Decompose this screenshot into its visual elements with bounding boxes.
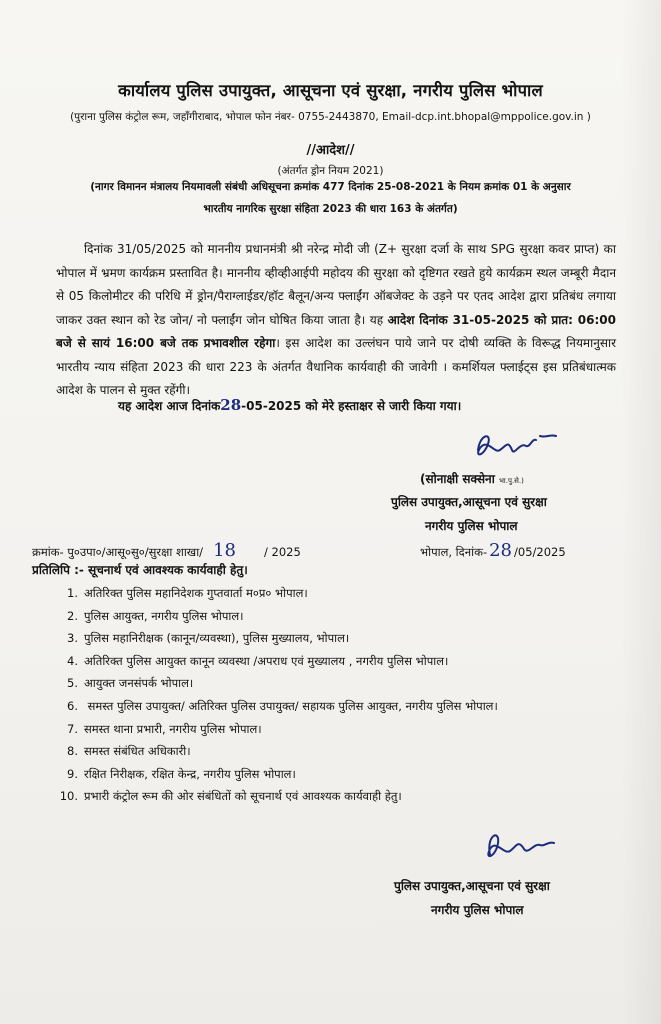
- office-title: कार्यालय पुलिस उपायुक्त, आसूचना एवं सुरक्षा, नगरीय पुलिस भोपाल: [118, 81, 543, 100]
- dispatch-number-value: 18: [213, 540, 236, 561]
- signatory-designation: पुलिस उपायुक्त,आसूचना एवं सुरक्षा: [391, 495, 547, 509]
- signatory-office: नगरीय पुलिस भोपाल: [425, 519, 518, 533]
- list-item: 5. आयुक्त जनसंपर्क भोपाल।: [67, 676, 194, 691]
- list-item: 8. समस्त संबंधित अधिकारी।: [67, 744, 191, 759]
- signatory-name: (सोनाक्षी सक्सेना: [420, 472, 495, 486]
- signatory2-office: नगरीय पुलिस भोपाल: [431, 903, 524, 917]
- order-heading: //आदेश//: [306, 143, 355, 158]
- list-item: 4. अतिरिक्त पुलिस आयुक्त कानून व्यवस्था /अपराध एवं मुख्यालय , नगरीय पुलिस भोपाल।: [67, 653, 449, 668]
- list-item: 9. रक्षित निरीक्षक, रक्षित केन्द्र, नगरीय पुलिस भोपाल।: [67, 766, 296, 781]
- page-edge-shadow: [621, 0, 661, 1024]
- dispatch-date-rest: /05/2025: [514, 545, 566, 559]
- order-reference-line1: (नागर विमानन मंत्रालय नियमावली संबंधी अधिसूचना क्रमांक 477 दिनांक 25-08-2021 के नियम क्रमांक 01 के अनुसार: [90, 181, 571, 193]
- issue-text-after: -05-2025 को मेरे हस्ताक्षर से जारी किया गया।: [241, 399, 462, 413]
- list-item: 6. समस्त पुलिस उपायुक्त/ अतिरिक्त पुलिस उपायुक्त/ सहायक पुलिस आयुक्त, नगरीय पुलिस भोपाल।: [67, 698, 498, 713]
- copy-list: [56, 582, 498, 808]
- list-item: 3. पुलिस महानिरीक्षक (कानून/व्यवस्था), पुलिस मुख्यालय, भोपाल।: [67, 631, 350, 646]
- signatory-service: भा.पु.से.): [499, 477, 524, 485]
- order-body-effective-period: आदेश दिनांक 31-05-2025 को प्रात: 06:00 बजे से सायं 16:00 बजे तक प्रभावशील रहेगा: [56, 312, 616, 350]
- signature-mark-2: [478, 825, 558, 870]
- dispatch-year: / 2025: [263, 545, 301, 559]
- list-item: 1. अतिरिक्त पुलिस महानिदेशक गुप्तवार्ता म०प्र० भोपाल।: [67, 586, 308, 600]
- dispatch-number: [32, 540, 301, 561]
- issue-day: 28: [220, 396, 242, 414]
- order-reference-line2: भारतीय नागरिक सुरक्षा संहिता 2023 की धारा 163 के अंतर्गत): [203, 203, 458, 215]
- order-rule: (अंतर्गत ड्रोन नियम 2021): [277, 165, 384, 177]
- order-body-text-1: दिनांक 31/05/2025 को माननीय प्रधानमंत्री श्री नरेन्द्र मोदी जी (Z+ सुरक्षा दर्जा के साथ SPG सुरक्षा कवर प्राप्त) का भोपाल में भ्रमण कार्यक्रम प्रस्तावित है। माननीय व्हीव्हीआईपी महोदय की सुरक्षा को दृष्टिगत रखते हुये कार्यक्रम स्थल जम्बूरी मैदान से 05 किलोमीटर की परिधि में ड्रोन/पैराग्लाईडर/हॉट बैलून/अन्य फ्लाईंग ऑबजेक्ट के उड़ने पर एतद आदेश द्वारा प्रतिबंध लगाया जाकर उक्त स्थान को रेड जोन/ नो फ्लाईंग जोन घोषित किया जाता है। यह: [56, 242, 616, 327]
- list-item: 10. प्रभारी कंट्रोल रूम की ओर संबंधितों को सूचनार्थ एवं आवश्यक कार्यवाही हेतु।: [59, 789, 402, 804]
- dispatch-place-date: [420, 540, 566, 561]
- copy-heading: प्रतिलिपि :- सूचनार्थ एवं आवश्यक कार्यवाही हेतु।: [32, 563, 248, 577]
- dispatch-number-prefix: क्रमांक- पु०उपा०/आसू०सु०/सुरक्षा शाखा/: [32, 545, 204, 559]
- list-item: 7. समस्त थाना प्रभारी, नगरीय पुलिस भोपाल।: [67, 721, 262, 736]
- dispatch-date-day: 28: [489, 540, 513, 561]
- issue-statement: [118, 396, 461, 414]
- issue-text-before: यह आदेश आज दिनांक: [118, 399, 221, 413]
- signature-mark: [470, 428, 560, 468]
- list-item: 2. पुलिस आयुक्त, नगरीय पुलिस भोपाल।: [67, 608, 244, 623]
- dispatch-place-prefix: भोपाल, दिनांक-: [420, 545, 488, 559]
- signatory2-designation: पुलिस उपायुक्त,आसूचना एवं सुरक्षा: [394, 879, 550, 893]
- signatory-name-line: [420, 470, 524, 487]
- order-body-text-2: । इस आदेश का उल्लंघन पाये जाने पर दोषी व्यक्ति के विरूद्ध नियमानुसार भारतीय न्याय संहिता 2023 की धारा 223 के अंतर्गत वैधानिक कार्यवाही की जावेगी । कमर्शियल फ्लाईट्स इस प्रतिबंधात्मक आदेश के पालन से मुक्त रहेंगी।: [56, 336, 616, 397]
- office-address: (पुराना पुलिस कंट्रोल रूम, जहाँगीराबाद, भोपाल फोन नंबर- 0755-2443870, Email-dcp.int.bhopal@mppolice.gov.in ): [70, 111, 591, 123]
- order-body: [56, 238, 616, 403]
